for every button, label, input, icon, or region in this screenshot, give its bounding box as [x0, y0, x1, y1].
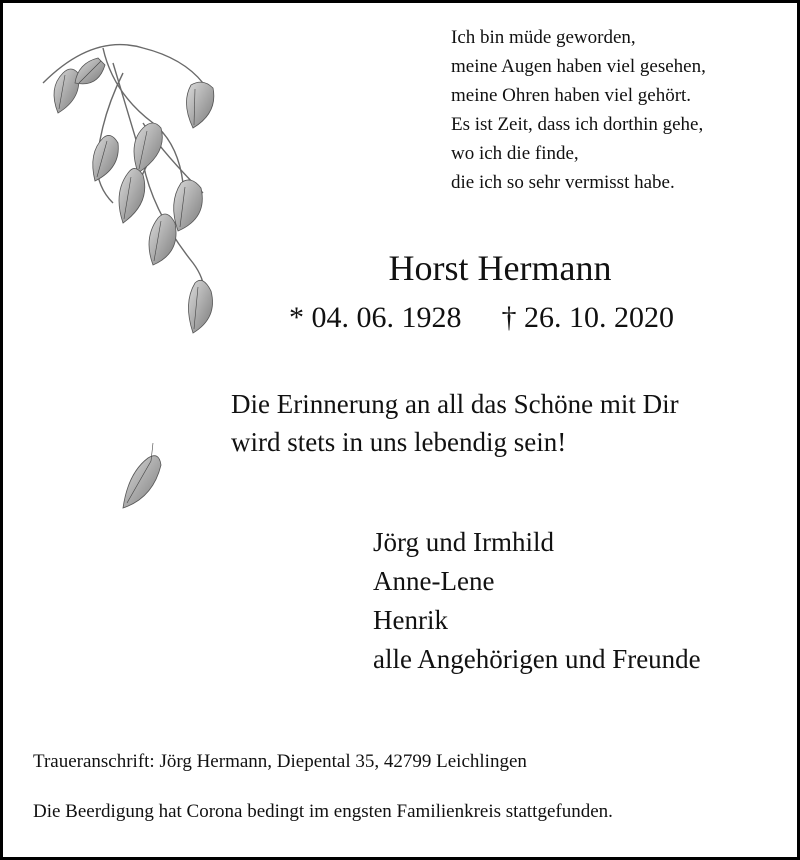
memory-line: wird stets in uns lebendig sein! [231, 427, 567, 457]
poem-line: wo ich die finde, [451, 143, 579, 164]
mourner: Anne-Lene [373, 566, 495, 596]
life-dates [289, 301, 674, 335]
deceased-name: Horst Hermann [388, 248, 612, 288]
mourning-address: Traueranschrift: Jörg Hermann, Diepental 35, 42799 Leichlingen [33, 751, 527, 772]
poem-line: die ich so sehr vermisst habe. [451, 172, 675, 193]
poem-line: Ich bin müde geworden, [451, 27, 636, 48]
poem-line: meine Ohren haben viel gehört. [451, 85, 692, 106]
poem [451, 23, 706, 197]
birth-date: * 04. 06. 1928 [289, 301, 462, 334]
memory-line: Die Erinnerung an all das Schöne mit Dir [231, 389, 679, 419]
mourners-list [373, 523, 701, 679]
memory-text [231, 385, 679, 461]
poem-line: meine Augen haben viel gesehen, [451, 56, 706, 77]
death-date: † 26. 10. 2020 [501, 301, 674, 334]
mourner: Jörg und Irmhild [373, 527, 554, 557]
funeral-note: Die Beerdigung hat Corona bedingt im engsten Familienkreis stattgefunden. [33, 801, 613, 822]
poem-line: Es ist Zeit, dass ich dorthin gehe, [451, 114, 704, 135]
mourner: alle Angehörigen und Freunde [373, 644, 701, 674]
mourner: Henrik [373, 605, 448, 635]
